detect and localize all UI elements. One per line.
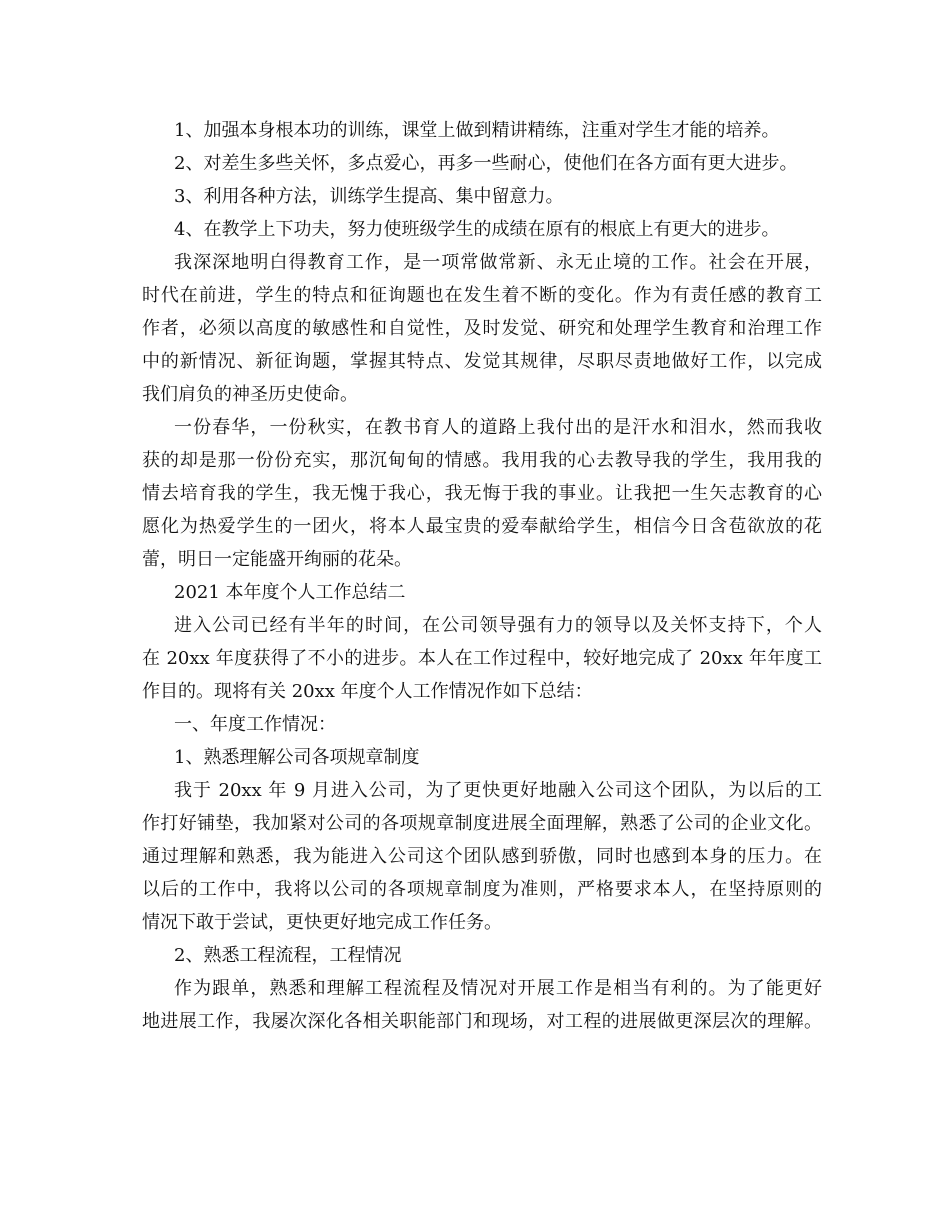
text-line: 愿化为热爱学生的一团火，将本人最宝贵的爱奉献给学生，相信今日含苞欲放的花 <box>142 516 822 537</box>
text-line: 我们肩负的神圣历史使命。 <box>142 384 358 405</box>
text-line: 一份春华，一份秋实，在教书育人的道路上我付出的是汗水和泪水，然而我收 <box>174 417 822 438</box>
text-line: 以后的工作中，我将以公司的各项规章制度为准则，严格要求本人，在坚持原则的 <box>142 879 822 900</box>
text-line: 在 20xx 年度获得了不小的进步。本人在工作过程中，较好地完成了 20xx 年年度工 <box>142 648 822 669</box>
text-line: 作打好铺垫，我加紧对公司的各项规章制度进展全面理解，熟悉了公司的企业文化。 <box>142 813 822 834</box>
text-line: 蕾，明日一定能盛开绚丽的花朵。 <box>142 549 412 570</box>
text-line: 2、对差生多些关怀，多点爱心，再多一些耐心，使他们在各方面有更大进步。 <box>174 153 798 174</box>
text-line: 情况下敢于尝试，更快更好地完成工作任务。 <box>142 912 502 933</box>
text-line: 作目的。现将有关 20xx 年度个人工作情况作如下总结： <box>142 681 593 702</box>
text-line: 作者，必须以高度的敏感性和自觉性，及时发觉、研究和处理学生教育和治理工作 <box>142 318 822 339</box>
text-line: 时代在前进，学生的特点和征询题也在发生着不断的变化。作为有责任感的教育工 <box>142 285 822 306</box>
text-line: 情去培育我的学生，我无愧于我心，我无悔于我的事业。让我把一生矢志教育的心 <box>142 483 822 504</box>
text-line: 2、熟悉工程流程，工程情况 <box>174 945 402 966</box>
text-line: 3、利用各种方法，训练学生提高、集中留意力。 <box>174 186 564 207</box>
text-line: 作为跟单，熟悉和理解工程流程及情况对开展工作是相当有利的。为了能更好 <box>174 978 822 999</box>
text-line: 2021 本年度个人工作总结二 <box>174 582 406 603</box>
text-line: 获的却是那一份份充实，那沉甸甸的情感。我用我的心去教导我的学生，我用我的 <box>142 450 822 471</box>
text-line: 一、年度工作情况： <box>174 714 336 735</box>
text-line: 进入公司已经有半年的时间，在公司领导强有力的领导以及关怀支持下，个人 <box>174 615 822 636</box>
text-line: 地进展工作，我屡次深化各相关职能部门和现场，对工程的进展做更深层次的理解。 <box>142 1011 822 1032</box>
text-line: 1、熟悉理解公司各项规章制度 <box>174 747 420 768</box>
text-line: 4、在教学上下功夫，努力使班级学生的成绩在原有的根底上有更大的进步。 <box>174 219 780 240</box>
text-line: 我深深地明白得教育工作，是一项常做常新、永无止境的工作。社会在开展， <box>174 252 822 273</box>
text-line: 我于 20xx 年 9 月进入公司，为了更快更好地融入公司这个团队，为以后的工 <box>174 780 822 801</box>
text-line: 中的新情况、新征询题，掌握其特点、发觉其规律，尽职尽责地做好工作，以完成 <box>142 351 822 372</box>
document-body <box>142 114 822 1038</box>
text-line: 1、加强本身根本功的训练，课堂上做到精讲精练，注重对学生才能的培养。 <box>174 120 780 141</box>
text-line: 通过理解和熟悉，我为能进入公司这个团队感到骄傲，同时也感到本身的压力。在 <box>142 846 822 867</box>
